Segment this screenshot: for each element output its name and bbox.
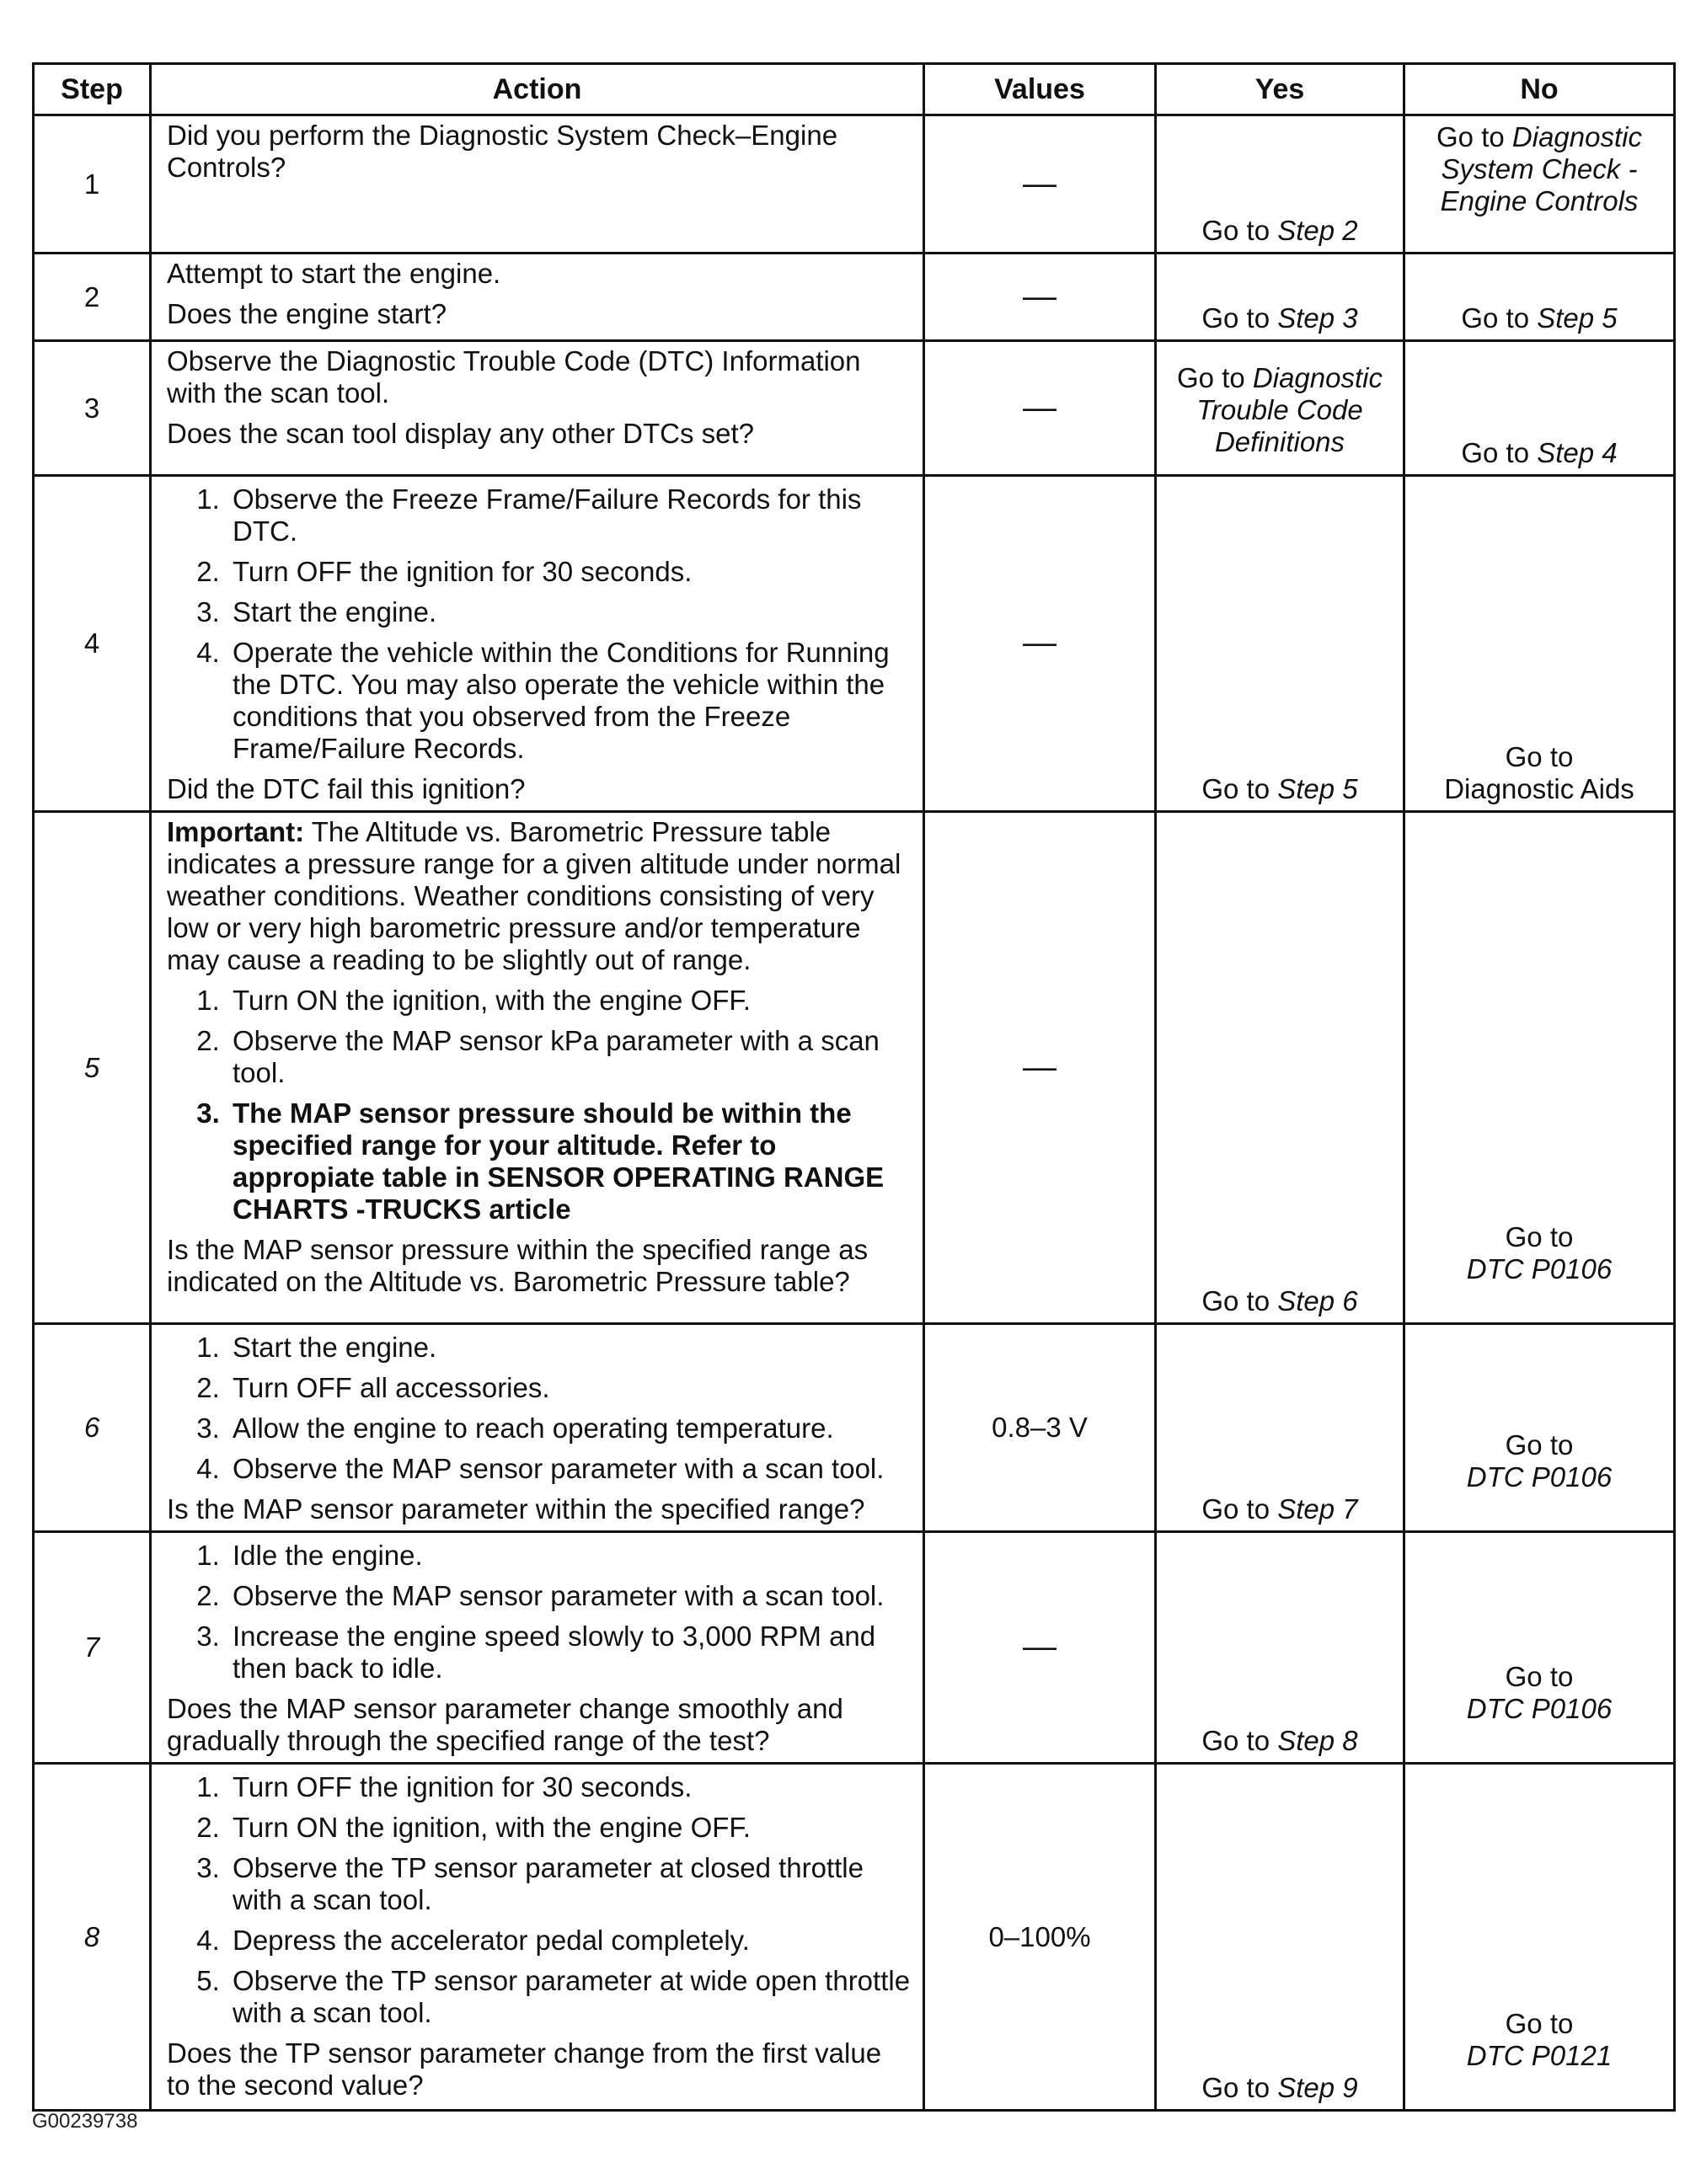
step-number: 1 (34, 115, 151, 254)
action-steps (167, 1332, 911, 1485)
action-step: 3. The MAP sensor pressure should be within the specified range for your altitude. Refer to appropiate table in SENSOR OPERATING RANGE CHARTS -TRUCKS article (227, 1097, 911, 1225)
goto-target: DTC P0106 (1466, 1461, 1613, 1492)
goto-prefix: Go to (1177, 362, 1245, 393)
goto-target: DTC P0106 (1466, 1693, 1613, 1724)
no-cell (1404, 1764, 1675, 2111)
yes-cell (1156, 1764, 1404, 2111)
action-intro: Observe the Diagnostic Trouble Code (DTC) Information with the scan tool. (167, 345, 861, 408)
value-text: — (1023, 388, 1056, 426)
step-number: 6 (34, 1324, 151, 1532)
goto-target: Step 8 (1277, 1725, 1358, 1756)
action-step: 3. Allow the engine to reach operating temperature. (227, 1412, 911, 1444)
goto-prefix: Go to (1201, 2072, 1270, 2103)
goto-target: Step 4 (1537, 437, 1618, 468)
action-cell (151, 812, 924, 1324)
goto-target: Step 2 (1277, 215, 1358, 246)
action-step: 1. Turn OFF the ignition for 30 seconds. (227, 1771, 911, 1803)
goto-target: Diagnostic Aids (1444, 773, 1634, 804)
values-cell (924, 1324, 1156, 1532)
no-cell (1404, 1324, 1675, 1532)
table-row (34, 1532, 1675, 1764)
action-step: 2. Turn ON the ignition, with the engine OFF. (227, 1812, 911, 1844)
yes-cell (1156, 1532, 1404, 1764)
goto-target: Step 7 (1277, 1493, 1358, 1525)
goto-prefix: Go to (1201, 302, 1270, 334)
goto-target: Step 6 (1277, 1285, 1358, 1316)
action-intro: Attempt to start the engine. (167, 258, 501, 289)
action-step: 4. Operate the vehicle within the Conditions for Running the DTC. You may also operate the vehicle within the conditions that you observed from the Freeze Frame/Failure Records. (227, 637, 911, 765)
goto-prefix: Go to (1201, 1493, 1270, 1525)
goto-prefix: Go to (1505, 1429, 1574, 1460)
no-cell (1404, 476, 1675, 812)
action-cell (151, 254, 924, 341)
goto-prefix: Go to (1201, 1285, 1270, 1316)
value-text: 0–100% (988, 1920, 1091, 1952)
action-step: 1. Observe the Freeze Frame/Failure Records for this DTC. (227, 483, 911, 547)
goto-target: Step 9 (1277, 2072, 1358, 2103)
action-question: Does the engine start? (167, 298, 447, 329)
no-cell (1404, 254, 1675, 341)
diagnostic-table (32, 62, 1676, 2112)
values-cell (924, 1764, 1156, 2111)
step-number: 2 (34, 254, 151, 341)
goto-prefix: Go to (1505, 741, 1574, 772)
goto-target: Step 5 (1537, 302, 1618, 334)
yes-cell (1156, 115, 1404, 254)
yes-cell (1156, 1324, 1404, 1532)
table-header-row (34, 64, 1675, 115)
table-row (34, 1764, 1675, 2111)
table-row (34, 115, 1675, 254)
action-question: Is the MAP sensor pressure within the specified range as indicated on the Altitude vs. Barometric Pressure table? (167, 1234, 869, 1297)
yes-cell (1156, 341, 1404, 476)
action-step: 5. Observe the TP sensor parameter at wide open throttle with a scan tool. (227, 1965, 911, 2029)
action-question: Does the MAP sensor parameter change smoothly and gradually through the specified range of the test? (167, 1693, 843, 1756)
important-label: Important: (167, 816, 305, 847)
yes-cell (1156, 254, 1404, 341)
action-steps (167, 1540, 911, 1685)
action-cell (151, 341, 924, 476)
goto-target: Diagnostic System Check - Engine Controls (1440, 121, 1642, 216)
goto-prefix: Go to (1505, 2008, 1574, 2039)
goto-target: Step 3 (1277, 302, 1358, 334)
action-question: Did you perform the Diagnostic System Check–Engine Controls? (167, 120, 838, 183)
goto-prefix: Go to (1461, 302, 1530, 334)
action-steps (167, 985, 911, 1225)
value-text: 0.8–3 V (992, 1412, 1088, 1443)
action-question: Did the DTC fail this ignition? (167, 773, 526, 804)
goto-prefix: Go to (1461, 437, 1530, 468)
header-no: No (1404, 64, 1675, 115)
important-note (167, 816, 911, 976)
value-text: — (1023, 164, 1056, 202)
values-cell (924, 476, 1156, 812)
step-number: 5 (34, 812, 151, 1324)
step-number: 8 (34, 1764, 151, 2111)
goto-prefix: Go to (1505, 1661, 1574, 1692)
action-question: Does the TP sensor parameter change from the first value to the second value? (167, 2037, 882, 2101)
action-steps (167, 483, 911, 765)
no-cell (1404, 115, 1675, 254)
table-row (34, 254, 1675, 341)
figure-id: G00239738 (32, 2110, 138, 2133)
values-cell (924, 812, 1156, 1324)
action-cell (151, 115, 924, 254)
action-step: 3. Start the engine. (227, 596, 911, 628)
value-text: — (1023, 1628, 1056, 1665)
action-step: 2. Turn OFF all accessories. (227, 1372, 911, 1404)
value-text: — (1023, 277, 1056, 315)
action-cell (151, 1764, 924, 2111)
action-question: Is the MAP sensor parameter within the specified range? (167, 1493, 865, 1525)
goto-prefix: Go to (1201, 1725, 1270, 1756)
action-step: 3. Increase the engine speed slowly to 3,000 RPM and then back to idle. (227, 1621, 911, 1685)
goto-target: DTC P0121 (1466, 2040, 1613, 2071)
action-step: 1. Start the engine. (227, 1332, 911, 1364)
header-step: Step (34, 64, 151, 115)
goto-target: Step 5 (1277, 773, 1358, 804)
header-yes: Yes (1156, 64, 1404, 115)
action-cell (151, 1532, 924, 1764)
header-action: Action (151, 64, 924, 115)
action-step: 4. Depress the accelerator pedal completely. (227, 1925, 911, 1957)
table-row (34, 341, 1675, 476)
action-cell (151, 476, 924, 812)
goto-target: Diagnostic Trouble Code Definitions (1196, 362, 1383, 457)
yes-cell (1156, 476, 1404, 812)
goto-prefix: Go to (1436, 121, 1505, 152)
action-step: 1. Idle the engine. (227, 1540, 911, 1572)
no-cell (1404, 341, 1675, 476)
action-step: 2. Observe the MAP sensor kPa parameter with a scan tool. (227, 1025, 911, 1089)
value-text: — (1023, 1048, 1056, 1086)
values-cell (924, 254, 1156, 341)
table-row (34, 476, 1675, 812)
no-cell (1404, 812, 1675, 1324)
value-text: — (1023, 624, 1056, 661)
important-text: The Altitude vs. Barometric Pressure table indicates a pressure range for a given altitude under normal weather conditions. Weather conditions consisting of very low or very high barometric pressure and/or temperature may cause a reading to be slightly out of range. (167, 816, 901, 975)
step-number: 7 (34, 1532, 151, 1764)
values-cell (924, 1532, 1156, 1764)
action-question: Does the scan tool display any other DTCs set? (167, 418, 755, 449)
action-step: 4. Observe the MAP sensor parameter with a scan tool. (227, 1453, 911, 1485)
yes-cell (1156, 812, 1404, 1324)
step-number: 3 (34, 341, 151, 476)
step-number: 4 (34, 476, 151, 812)
action-steps (167, 1771, 911, 2029)
action-cell (151, 1324, 924, 1532)
table-row (34, 812, 1675, 1324)
header-values: Values (924, 64, 1156, 115)
action-step: 2. Turn OFF the ignition for 30 seconds. (227, 556, 911, 588)
table-row (34, 1324, 1675, 1532)
goto-target: DTC P0106 (1466, 1253, 1613, 1284)
no-cell (1404, 1532, 1675, 1764)
action-step: 2. Observe the MAP sensor parameter with a scan tool. (227, 1580, 911, 1612)
values-cell (924, 115, 1156, 254)
values-cell (924, 341, 1156, 476)
action-step: 3. Observe the TP sensor parameter at closed throttle with a scan tool. (227, 1852, 911, 1916)
action-step: 1. Turn ON the ignition, with the engine OFF. (227, 985, 911, 1017)
goto-prefix: Go to (1505, 1221, 1574, 1252)
goto-prefix: Go to (1201, 215, 1270, 246)
goto-prefix: Go to (1201, 773, 1270, 804)
